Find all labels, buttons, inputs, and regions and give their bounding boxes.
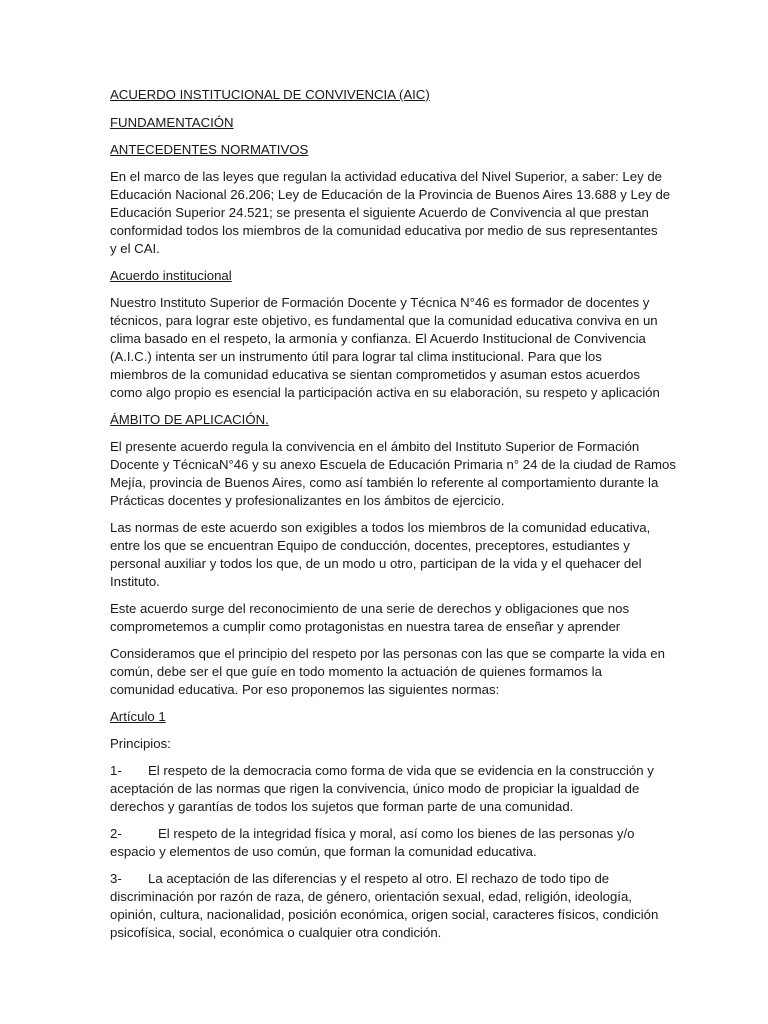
principle-item-1 (110, 762, 668, 816)
document-title: ACUERDO INSTITUCIONAL DE CONVIVENCIA (AIC) (110, 87, 430, 102)
paragraph-acuerdo (110, 294, 668, 402)
text-line: (A.I.C.) intenta ser un instrumento útil para lograr tal clima institucional. Para que los (110, 349, 602, 364)
paragraph-ambito-1 (110, 438, 676, 510)
principle-item-3 (110, 870, 668, 942)
paragraph-ambito-3 (110, 600, 668, 636)
text-line: común, debe ser el que guíe en todo momento la actuación de quienes formamos la (110, 664, 602, 679)
text-line: técnicos, para lograr este objetivo, es fundamental que la comunidad educativa conviva en un (110, 313, 658, 328)
principle-first-line (110, 825, 668, 843)
text-line: como algo propio es esencial la participación activa en su elaboración, su respeto y aplicación (110, 385, 660, 400)
text-line: aceptación de las normas que rigen la convivencia, único modo de propiciar la igualdad de (110, 781, 640, 796)
principle-number: 3- (110, 871, 122, 886)
text-line: derechos y garantías de todos los sujetos que forman parte de una comunidad. (110, 799, 574, 814)
principle-first-line (110, 870, 668, 888)
text-line: opinión, cultura, nacionalidad, posición económica, origen social, caracteres físicos, condición (110, 907, 659, 922)
text-line: discriminación por razón de raza, de género, orientación sexual, edad, religión, ideología, (110, 889, 632, 904)
principle-text: La aceptación de las diferencias y el respeto al otro. El rechazo de todo tipo de (148, 871, 610, 886)
text-line: Docente y TécnicaN°46 y su anexo Escuela de Educación Primaria n° 24 de la ciudad de Ramos (110, 457, 676, 472)
section-heading-fundamentacion: FUNDAMENTACIÓN (110, 115, 234, 130)
principios-label: Principios: (110, 736, 171, 751)
text-line: Mejía, provincia de Buenos Aires, como así también lo referente al comportamiento durante la (110, 475, 659, 490)
principle-item-2 (110, 825, 668, 861)
section-heading-ambito: ÁMBITO DE APLICACIÓN. (110, 412, 269, 427)
text-line: Este acuerdo surge del reconocimiento de una serie de derechos y obligaciones que nos (110, 601, 630, 616)
text-line: entre los que se encuentran Equipo de conducción, docentes, preceptores, estudiantes y (110, 538, 630, 553)
section-heading-antecedentes: ANTECEDENTES NORMATIVOS (110, 142, 309, 157)
text-line: El presente acuerdo regula la convivencia en el ámbito del Instituto Superior de Formación (110, 439, 640, 454)
text-line: En el marco de las leyes que regulan la actividad educativa del Nivel Superior, a saber: Ley de (110, 169, 663, 184)
principle-number: 1- (110, 763, 122, 778)
text-line: Instituto. (110, 574, 160, 589)
principle-number: 2- (110, 826, 122, 841)
article-heading: Artículo 1 (110, 709, 166, 724)
text-line: Prácticas docentes y profesionalizantes en los ámbitos de ejercicio. (110, 493, 505, 508)
text-line: miembros de la comunidad educativa se sientan comprometidos y asuman estos acuerdos (110, 367, 640, 382)
principle-first-line (110, 762, 668, 780)
text-line: conformidad todos los miembros de la comunidad educativa por medio de sus representantes (110, 223, 658, 238)
paragraph-ambito-2 (110, 519, 668, 591)
text-line: Educación Nacional 26.206; Ley de Educación de la Provincia de Buenos Aires 13.688 y Ley de (110, 187, 671, 202)
section-heading-acuerdo: Acuerdo institucional (110, 268, 232, 283)
text-line: comprometemos a cumplir como protagonistas en nuestra tarea de enseñar y aprender (110, 619, 621, 634)
text-line: Consideramos que el principio del respeto por las personas con las que se comparte la vida en (110, 646, 665, 661)
text-line: Las normas de este acuerdo son exigibles a todos los miembros de la comunidad educativa, (110, 520, 651, 535)
text-line: psicofísica, social, económica o cualquier otra condición. (110, 925, 442, 940)
text-line: Nuestro Instituto Superior de Formación Docente y Técnica N°46 es formador de docentes y (110, 295, 650, 310)
text-line: clima basado en el respeto, la armonía y confianza. El Acuerdo Institucional de Convivencia (110, 331, 646, 346)
principle-text: El respeto de la democracia como forma de vida que se evidencia en la construcción y (148, 763, 654, 778)
paragraph-ambito-4 (110, 645, 668, 699)
text-line: comunidad educativa. Por eso proponemos las siguientes normas: (110, 682, 500, 697)
text-line: Educación Superior 24.521; se presenta el siguiente Acuerdo de Convivencia al que prestan (110, 205, 649, 220)
paragraph-antecedentes (110, 168, 671, 258)
text-line: personal auxiliar y todos los que, de un modo u otro, participan de la vida y el quehacer del (110, 556, 642, 571)
text-line: y el CAI. (110, 241, 160, 256)
text-line: espacio y elementos de uso común, que forman la comunidad educativa. (110, 844, 537, 859)
principle-text: El respeto de la integridad física y moral, así como los bienes de las personas y/o (158, 826, 635, 841)
